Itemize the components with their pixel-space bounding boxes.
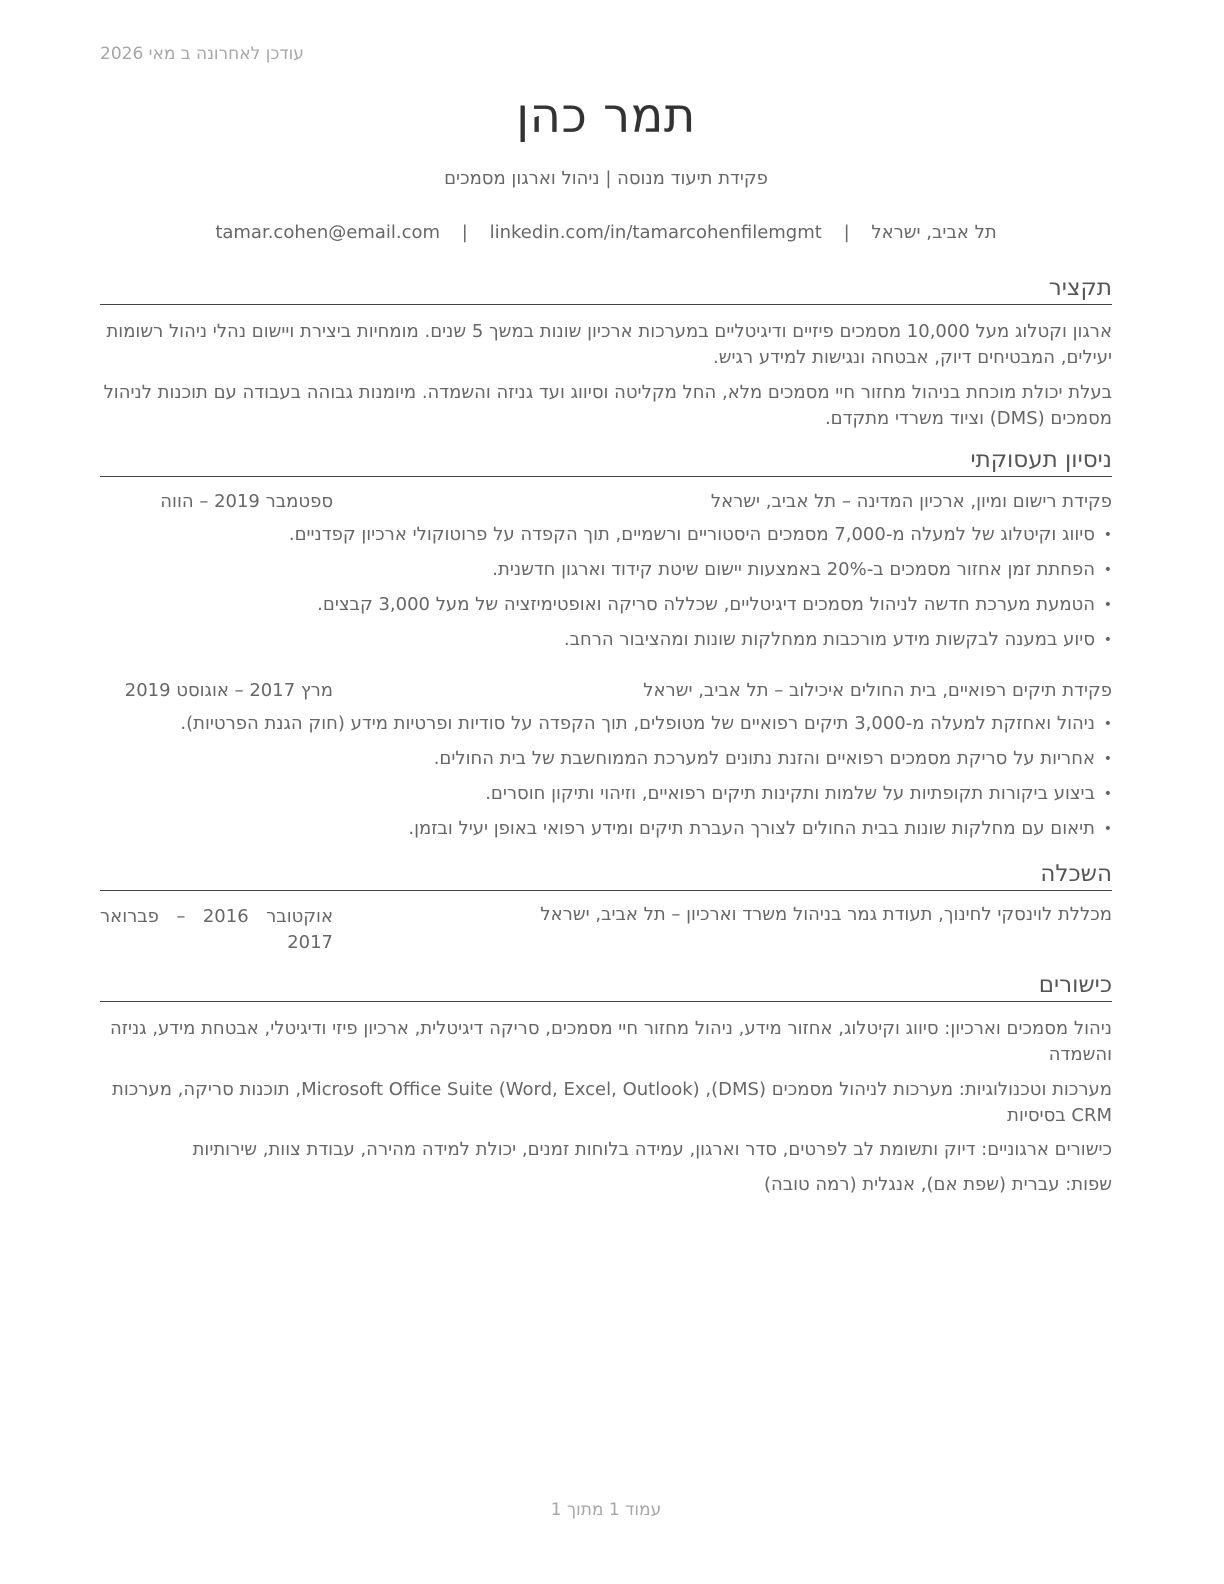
job-bullet: • תיאום עם מחלקות שונות בבית החולים לצורך העברת תיקים ומידע רפואי באופן יעיל ובזמן. — [100, 816, 1112, 851]
skills-line: ניהול מסמכים וארכיון: סיווג וקיטלוג, אחזור מידע, ניהול מחזור חיי מסמכים, סריקה דיגיטלית, ארכיון פיזי ודיגיטלי, אבטחת מידע, גניזה והשמדה — [109, 1018, 1112, 1065]
contact-line — [100, 222, 1112, 243]
candidate-name: תמר כהן — [516, 88, 696, 144]
job-bullets — [100, 522, 1112, 662]
summary-heading: תקציר — [100, 274, 1112, 305]
last-updated-note: עודכן לאחרונה ב מאי 2026 — [100, 44, 304, 64]
contact-location: תל אביב, ישראל — [871, 222, 997, 243]
summary-paragraph-2: בעלת יכולת מוכחת בניהול מחזור חיי מסמכים מלא, החל מקליטה וסיווג ועד גניזה והשמדה. מיומנות גבוהה בעבודה עם תוכנות לניהול מסמכים (DMS) וציוד משרדי מתקדם. — [103, 382, 1112, 429]
education-heading: השכלה — [100, 860, 1112, 891]
resume-page — [100, 0, 1112, 1584]
contact-email[interactable]: tamar.cohen@email.com — [215, 222, 441, 243]
job-bullet: • ביצוע ביקורות תקופתיות על שלמות ותקינות תיקים רפואיים, וזיהוי ותיקון חוסרים. — [100, 781, 1112, 816]
job-bullet: • הטמעת מערכת חדשה לניהול מסמכים דיגיטליים, שכללה סריקה ואופטימיזציה של מעל 3,000 קבצים. — [100, 592, 1112, 627]
skills-line: מערכות וטכנולוגיות: מערכות לניהול מסמכים (DMS), Microsoft Office Suite (Word, Excel, Outlook), תוכנות סריקה, מערכות CRM בסיסיות — [112, 1079, 1112, 1126]
job-bullet: • סיוע במענה לבקשות מידע מורכבות ממחלקות שונות ומהציבור הרחב. — [100, 627, 1112, 662]
contact-separator: | — [461, 222, 468, 243]
job-bullet: • הפחתת זמן אחזור מסמכים ב-20% באמצעות יישום שיטת קידוד וארגון חדשנית. — [100, 557, 1112, 592]
experience-heading: ניסיון תעסוקתי — [100, 446, 1112, 477]
job-bullet: • אחריות על סריקת מסמכים רפואיים והזנת נתונים למערכת הממוחשבת של בית החולים. — [100, 746, 1112, 781]
job-header — [100, 491, 1112, 517]
summary-paragraph-1: ארגון וקטלוג מעל 10,000 מסמכים פיזיים ודיגיטליים במערכות ארכיון שונות במשך 5 שנים. מומחיות ביצירת ויישום נהלי ניהול רשומות יעילים, המבטיחים דיוק, אבטחה ונגישות למידע רגיש. — [106, 321, 1112, 368]
job-bullets — [100, 711, 1112, 851]
contact-linkedin[interactable]: linkedin.com/in/tamarcohenfilemgmt — [489, 222, 822, 243]
job-title: פקידת רישום ומיון, ארכיון המדינה – תל אביב, ישראל — [710, 491, 1112, 512]
skills-heading: כישורים — [100, 971, 1112, 1002]
education-title: מכללת לוינסקי לחינוך, תעודת גמר בניהול משרד וארכיון – תל אביב, ישראל — [540, 904, 1112, 925]
job-dates: ספטמבר 2019 – הווה — [160, 491, 333, 512]
job-title: פקידת תיקים רפואיים, בית החולים איכילוב – תל אביב, ישראל — [643, 680, 1112, 701]
candidate-subtitle: פקידת תיעוד מנוסה | ניהול וארגון מסמכים — [444, 168, 768, 189]
page-number: עמוד 1 מתוך 1 — [550, 1500, 662, 1520]
job-bullet: • ניהול ואחזקת למעלה מ-3,000 תיקים רפואיים של מטופלים, תוך הקפדה על סודיות ופרטיות מידע (חוק הגנת הפרטיות). — [100, 711, 1112, 746]
skills-line: שפות: עברית (שפת אם), אנגלית (רמה טובה) — [763, 1174, 1112, 1195]
education-entry — [100, 904, 1112, 956]
education-dates: אוקטובר 2016 – פברואר 2017 — [100, 906, 333, 953]
job-header — [100, 680, 1112, 706]
contact-separator: | — [843, 222, 850, 243]
skills-line: כישורים ארגוניים: דיוק ותשומת לב לפרטים, סדר וארגון, עמידה בלוחות זמנים, יכולת למידה מהירה, עבודת צוות, שירותיות — [192, 1139, 1112, 1160]
job-dates: מרץ 2017 – אוגוסט 2019 — [124, 680, 333, 701]
job-bullet: • סיווג וקיטלוג של למעלה מ-7,000 מסמכים היסטוריים ורשמיים, תוך הקפדה על פרוטוקולי ארכיון קפדניים. — [100, 522, 1112, 557]
